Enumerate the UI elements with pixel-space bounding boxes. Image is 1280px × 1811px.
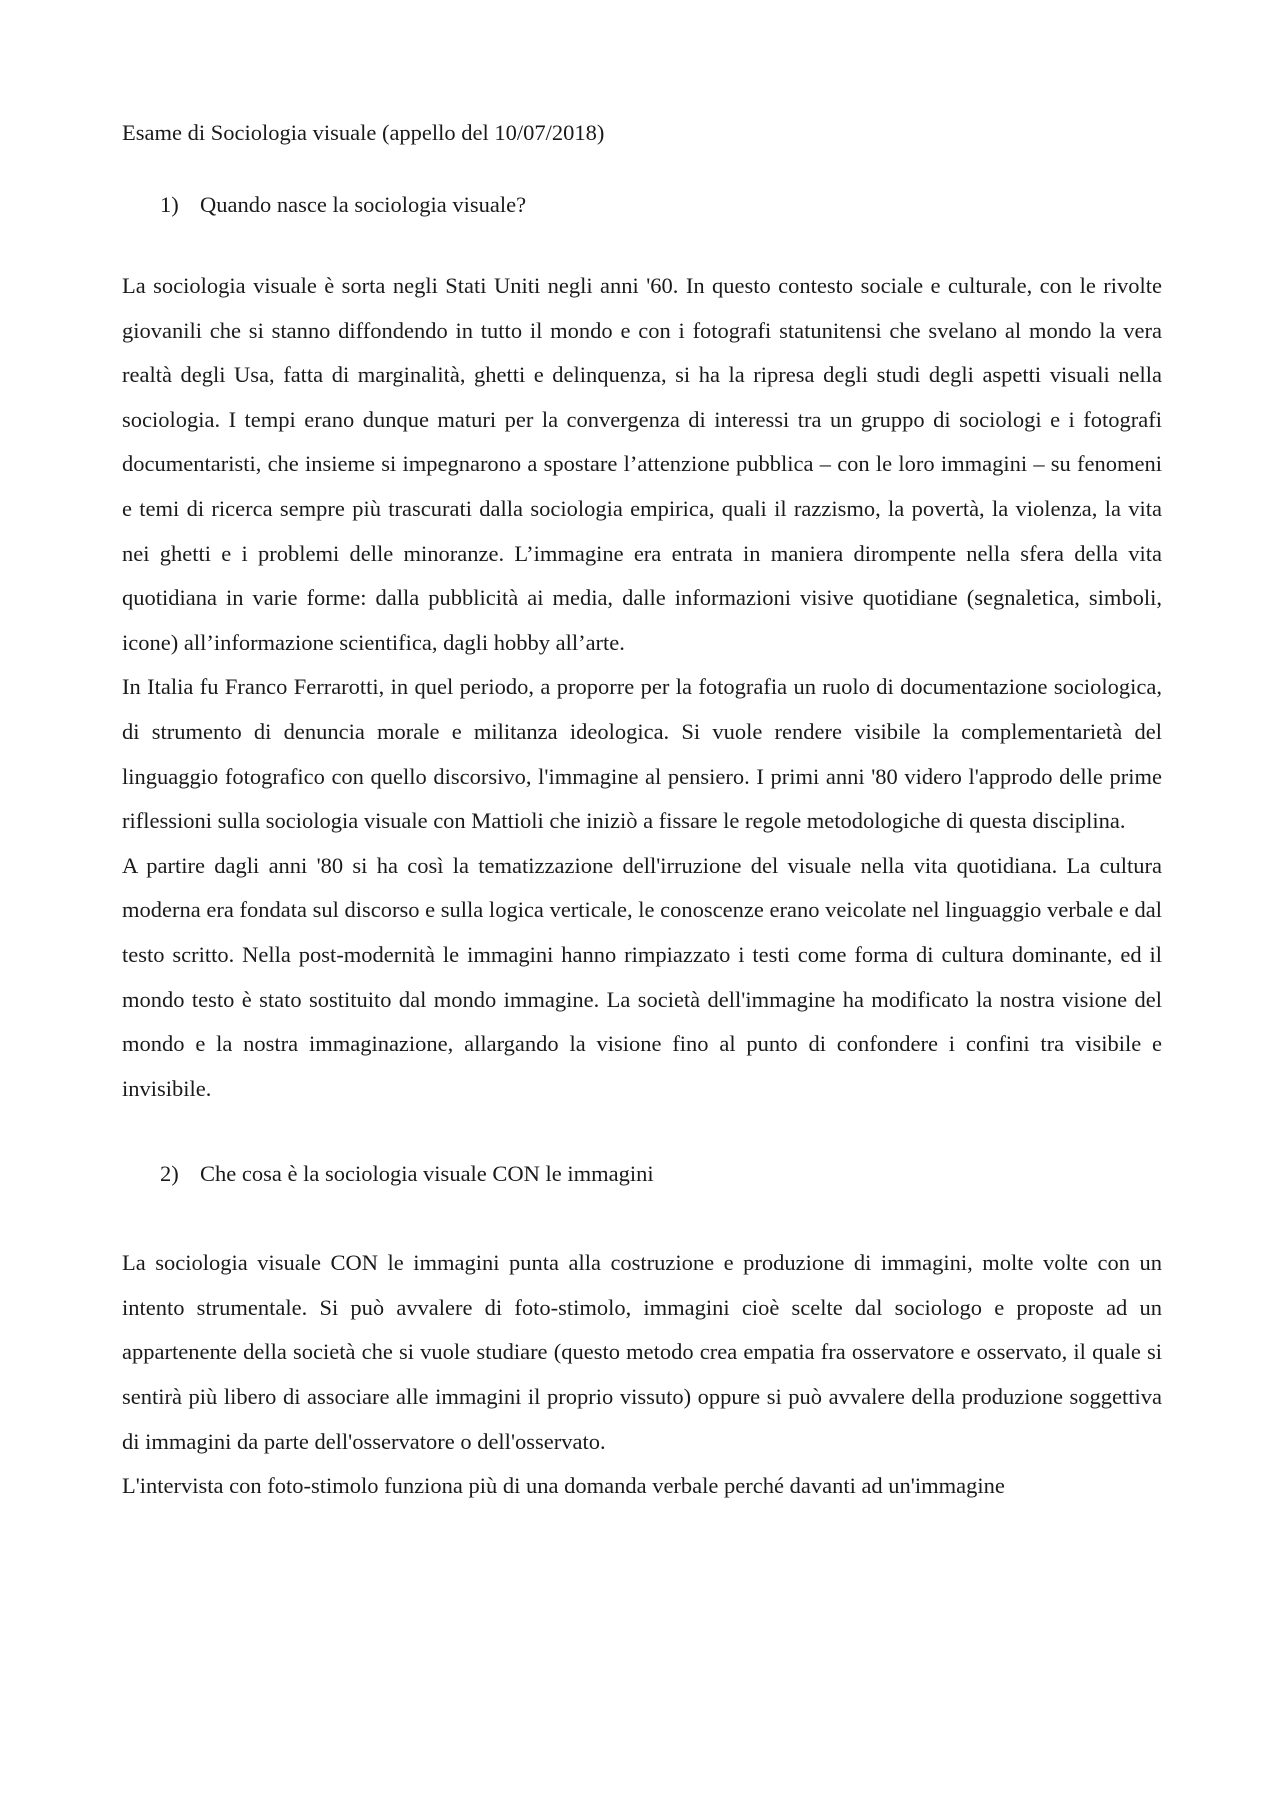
answer-1-paragraph-1: La sociologia visuale è sorta negli Stati Uniti negli anni '60. In questo contesto sociale e culturale, con le rivolte giovanili che si stanno diffondendo in tutto il mondo e con i fotografi statunitensi che svelano al mondo la vera realtà degli Usa, fatta di marginalità, ghetti e delinquenza, si ha la ripresa degli studi degli aspetti visuali nella sociologia. I tempi erano dunque maturi per la convergenza di interessi tra un gruppo di sociologi e i fotografi documentaristi, che insieme si impegnarono a spostare l’attenzione pubblica – con le loro immagini – su fenomeni e temi di ricerca sempre più trascurati dalla sociologia empirica, quali il razzismo, la povertà, la violenza, la vita nei ghetti e i problemi delle minoranze. L’immagine era entrata in maniera dirompente nella sfera della vita quotidiana in varie forme: dalla pubblicità ai media, dalle informazioni visive quotidiane (segnaletica, simboli, icone) all’informazione scientifica, dagli hobby all’arte. [122,273,1162,655]
answer-2-paragraph-2: L'intervista con foto-stimolo funziona più di una domanda verbale perché davanti ad un'immagine [122,1473,1005,1499]
question-text: Che cosa è la sociologia visuale CON le immagini [200,1161,654,1187]
answer-1-paragraph-3: A partire dagli anni '80 si ha così la tematizzazione dell'irruzione del visuale nella vita quotidiana. La cultura moderna era fondata sul discorso e sulla logica verticale, le conoscenze erano veicolate nel linguaggio verbale e dal testo scritto. Nella post-modernità le immagini hanno rimpiazzato i testi come forma di cultura dominante, ed il mondo testo è stato sostituito dal mondo immagine. La società dell'immagine ha modificato la nostra visione del mondo e la nostra immaginazione, allargando la visione fino al punto di confondere i confini tra visibile e invisibile. [122,852,1162,1101]
question-number: 1) [160,192,179,217]
question-number: 2) [160,1161,179,1187]
document-body [122,118,1162,1509]
question-1-heading [122,190,1162,220]
answer-1-paragraph-2: In Italia fu Franco Ferrarotti, in quel periodo, a proporre per la fotografia un ruolo di documentazione sociologica, di strumento di denuncia morale e militanza ideologica. Si vuole rendere visibile la complementarietà del linguaggio fotografico con quello discorsivo, l'immagine al pensiero. I primi anni '80 videro l'approdo delle prime riflessioni sulla sociologia visuale con Mattioli che iniziò a fissare le regole metodologiche di questa disciplina. [122,674,1162,834]
question-text: Quando nasce la sociologia visuale? [200,192,527,217]
question-2-heading [122,1159,1162,1189]
document-title: Esame di Sociologia visuale (appello del 10/07/2018) [122,120,605,145]
answer-2-paragraph-1: La sociologia visuale CON le immagini punta alla costruzione e produzione di immagini, molte volte con un intento strumentale. Si può avvalere di foto-stimolo, immagini cioè scelte dal sociologo e proposte ad un appartenente della società che si vuole studiare (questo metodo crea empatia fra osservatore e osservato, il quale si sentirà più libero di associare alle immagini il proprio vissuto) oppure si può avvalere della produzione soggettiva di immagini da parte dell'osservatore o dell'osservato. [122,1250,1162,1454]
